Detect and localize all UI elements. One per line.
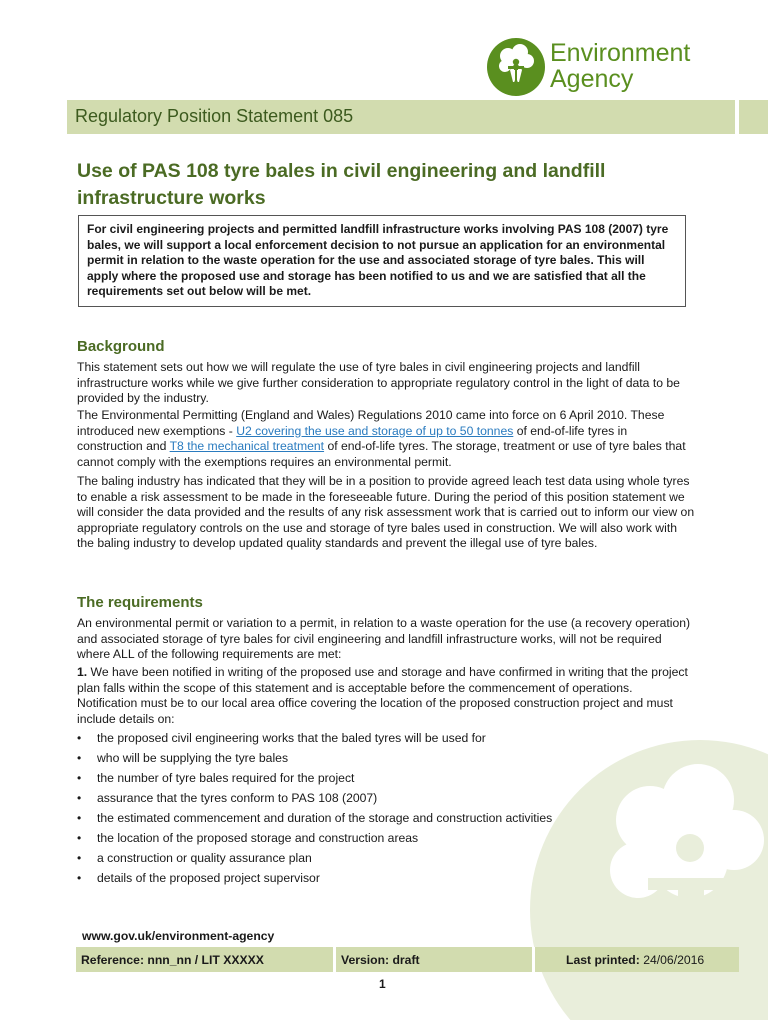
- background-heading: Background: [77, 338, 165, 355]
- band-divider: [735, 100, 739, 134]
- last-printed-date: 24/06/2016: [643, 953, 705, 967]
- last-printed-field: [566, 953, 704, 967]
- notification-details-list: [77, 731, 637, 891]
- list-item: • the proposed civil engineering works that the baled tyres will be used for: [77, 731, 637, 751]
- footer-divider: [333, 947, 336, 972]
- footer-divider: [532, 947, 535, 972]
- requirement-text: We have been notified in writing of the proposed use and storage and have confirmed in writing that the project plan falls within the scope of this statement and is acceptable before the commencement of operations. Notification must be to our local area office covering the location of the proposed construction project and must include details on:: [77, 665, 688, 726]
- list-item: • a construction or quality assurance plan: [77, 851, 637, 871]
- environment-agency-logo: [486, 36, 716, 102]
- document-title: Use of PAS 108 tyre bales in civil engineering and landfill infrastructure works: [77, 160, 606, 209]
- logo-line-1: Environment: [550, 39, 691, 67]
- u2-exemption-link[interactable]: U2 covering the use and storage of up to 50 tonnes: [236, 423, 514, 438]
- page-number: 1: [379, 977, 386, 991]
- summary-box: For civil engineering projects and permitted landfill infrastructure works involving PAS 108 (2007) tyre bales, we will support a local enforcement decision to not pursue an application for an environmental permit in relation to the waste operation for the use and associated storage of tyre bales. This will apply where the proposed use and storage has been notified to us and we are satisfied that all the requirements set out below will be met.: [78, 215, 686, 307]
- reference-field: Reference: nnn_nn / LIT XXXXX: [81, 953, 264, 967]
- list-item: • the number of tyre bales required for the project: [77, 771, 637, 791]
- rps-header-band: [67, 100, 768, 134]
- p2-text-mid: of end-of-life tyres in construction and: [77, 423, 628, 454]
- list-item: • who will be supplying the tyre bales: [77, 751, 637, 771]
- rps-title: Regulatory Position Statement 085: [75, 106, 354, 126]
- logo-wordmark: [550, 40, 690, 92]
- background-paragraph-2: [77, 408, 695, 470]
- requirements-intro: An environmental permit or variation to a permit, in relation to a waste operation for the use (a recovery operation) and associated storage of tyre bales for civil engineering and landfill infrastructure works, will not be required where ALL of the following requirements are met:: [77, 616, 691, 662]
- footer-band: [76, 947, 739, 972]
- website-link[interactable]: www.gov.uk/environment-agency: [82, 929, 275, 943]
- background-paragraph-1: This statement sets out how we will regulate the use of tyre bales in civil engineering projects and landfill infrastructure works while we give further consideration to appropriate regulatory control in the light of data to be provided by the industry.: [77, 360, 680, 406]
- background-paragraph-3: The baling industry has indicated that they will be in a position to provide agreed leach test data using whole tyres to enable a risk assessment to be made in the foreseeable future. During the period of this position statement we will consider the data provided and the results of any risk assessment work that is carried out to inform our view on appropriate regulatory controls on the use and storage of tyre bales used in construction. We will also work with the baling industry to develop updated quality standards and prevent the illegal use of tyre bales.: [77, 474, 695, 551]
- requirement-number: 1.: [77, 665, 88, 679]
- t8-exemption-link[interactable]: T8 the mechanical treatment: [169, 439, 325, 454]
- list-item: • assurance that the tyres conform to PAS 108 (2007): [77, 791, 637, 811]
- list-item: • the estimated commencement and duration of the storage and construction activities: [77, 811, 637, 831]
- last-printed-label: Last printed:: [566, 953, 640, 967]
- list-item: • the location of the proposed storage and construction areas: [77, 831, 637, 851]
- p2-text-end: of end-of-life tyres. The storage, treatment or use of tyre bales that cannot comply with the exemptions requires an environmental permit.: [77, 439, 686, 469]
- requirements-heading: The requirements: [77, 594, 203, 611]
- requirement-item-1: [77, 665, 695, 727]
- tree-figure-icon: [486, 36, 546, 98]
- version-field: Version: draft: [341, 953, 420, 967]
- logo-line-2: Agency: [550, 65, 634, 93]
- list-item: • details of the proposed project supervisor: [77, 871, 637, 891]
- p2-text-start: The Environmental Permitting (England and Wales) Regulations 2010 came into force on 6 April 2010. These introduced new exemptions -: [77, 408, 665, 438]
